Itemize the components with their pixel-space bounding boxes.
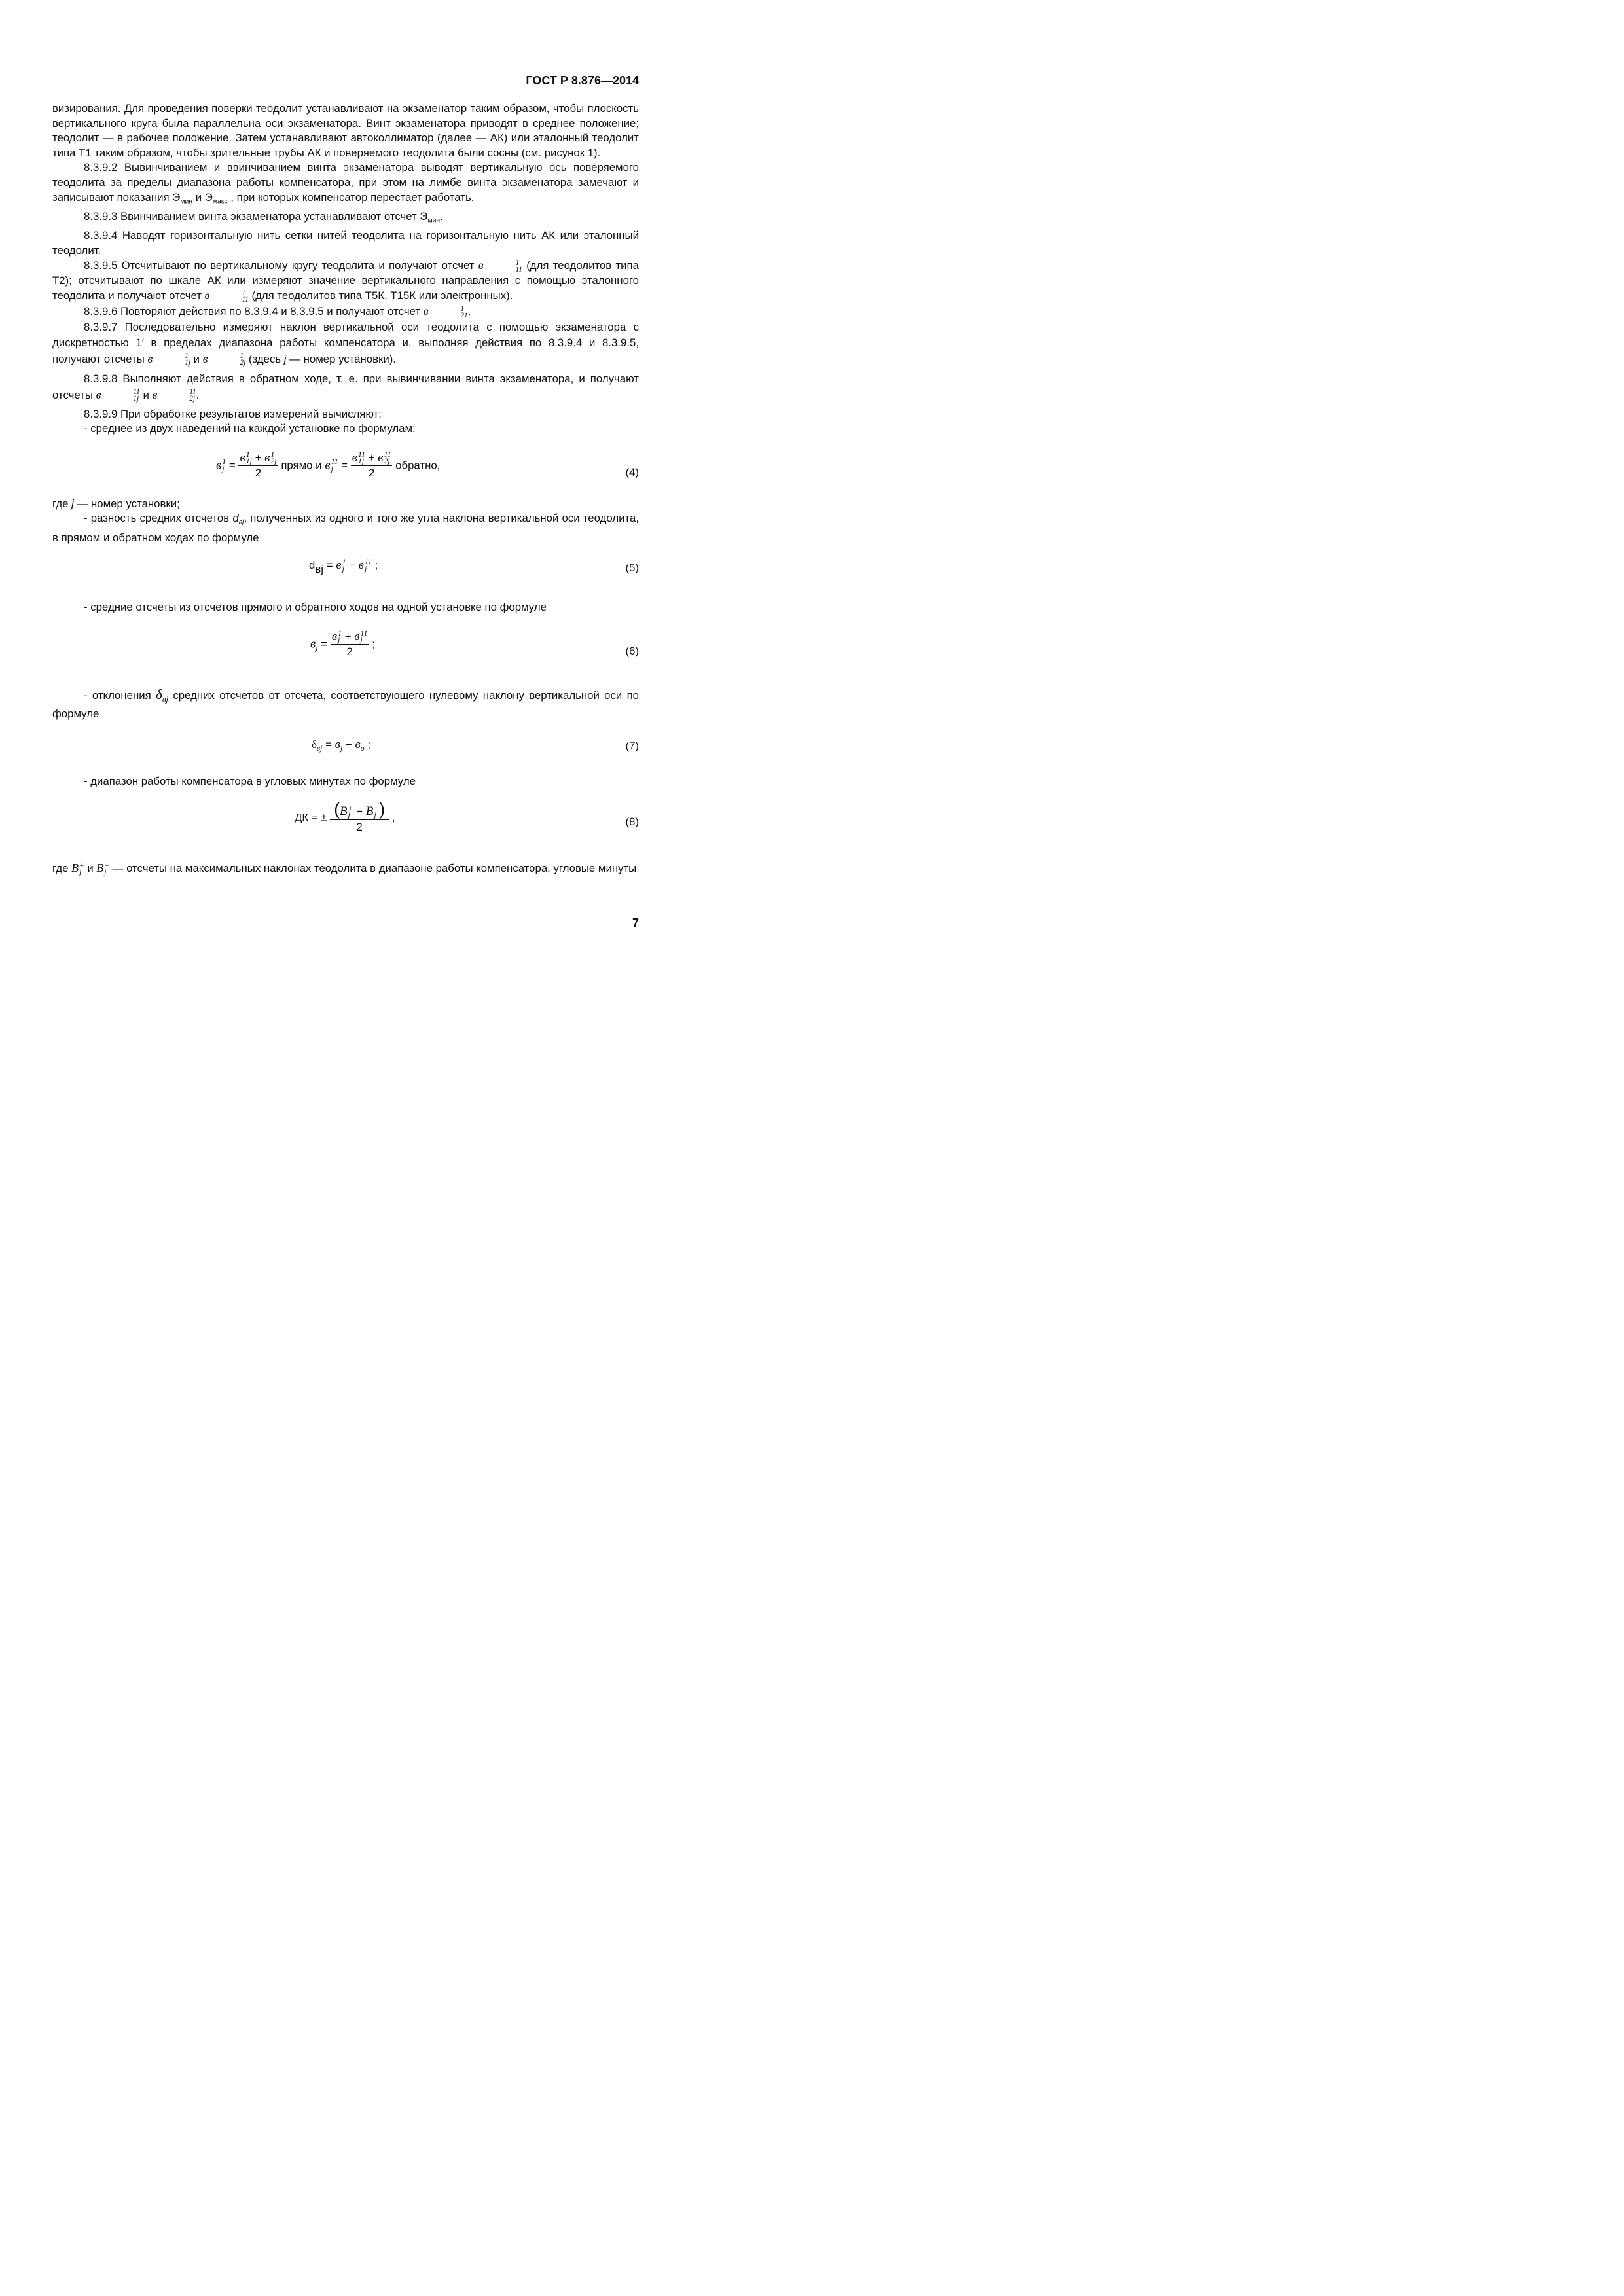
script-stack — [331, 459, 338, 473]
symbol-v2j-11 — [152, 388, 196, 401]
subscript: j — [374, 810, 376, 819]
symbol: в — [152, 387, 158, 401]
superscript: 11 — [331, 457, 338, 467]
text-segment: , при которых компенсатор перестает работать. — [227, 190, 475, 204]
item-average-readings: - средние отсчеты из отсчетов прямого и обратного ходов на одной установке по формуле — [84, 601, 547, 614]
text-segment: — отсчеты на максимальных наклонах теодолита в диапазоне работы компенсатора, угловые минуты — [112, 862, 637, 875]
symbol: B — [365, 804, 374, 819]
paragraph-8-3-9-2 — [52, 160, 639, 209]
text-segment: . — [196, 388, 200, 401]
item-deviations — [52, 687, 639, 722]
superscript: − — [374, 804, 380, 813]
equation-6 — [310, 630, 375, 660]
subscript: j — [340, 744, 343, 753]
subscript: 11 — [242, 296, 249, 304]
symbol: B — [339, 804, 348, 819]
equals-sign: = — [228, 459, 236, 472]
subscript: 21 — [460, 311, 468, 319]
lhs-d: d — [309, 559, 316, 572]
word-reverse: обратно, — [395, 459, 441, 472]
text-segment: и Э — [192, 190, 213, 204]
italic-j: j — [283, 352, 287, 365]
symbol-delta-vj — [156, 687, 168, 702]
paragraph-8-3-9-7 — [52, 319, 639, 367]
subscript: j — [365, 564, 367, 573]
subscript-min: мин — [427, 217, 441, 224]
equation-5-row — [52, 545, 639, 600]
denominator: 2 — [346, 645, 353, 658]
subscript: 2j — [240, 359, 246, 367]
equation-number-7: (7) — [625, 739, 639, 752]
equation-4-row — [52, 437, 639, 501]
superscript: + — [348, 804, 353, 813]
script-stack — [348, 805, 353, 819]
subscript: 11 — [515, 266, 522, 274]
script-stack — [211, 290, 249, 303]
text-segment: средних отсчетов от отсчета, соответствующего нулевому наклону вертикальной оси по формуле — [52, 689, 639, 720]
text-segment: . — [467, 305, 471, 317]
paragraph-8-3-9-6 — [52, 304, 639, 319]
script-stack — [153, 353, 190, 366]
subscript: 2j — [189, 395, 195, 403]
semicolon: ; — [374, 559, 378, 572]
superscript: 1 — [342, 558, 346, 567]
script-stack — [365, 559, 372, 573]
comma: , — [391, 811, 395, 824]
symbol-b-plus — [71, 861, 84, 874]
superscript: 11 — [360, 628, 368, 637]
subscript: 1j — [185, 359, 190, 367]
numerator — [351, 451, 393, 467]
symbol: B — [96, 861, 104, 875]
symbol: в — [354, 629, 360, 643]
fraction-direct — [238, 451, 278, 481]
text-segment: . — [440, 209, 443, 223]
equation-6-row — [52, 615, 639, 687]
text-segment: (для теодолитов типа Т5К, Т15К или электронных). — [251, 289, 513, 302]
subscript: j — [104, 869, 107, 876]
paragraph-intro: визирования. Для проведения поверки теодолит устанавливают на экзаменатор таким образом, чтобы плоскость вертикального круга была параллельна оси экзаменатора. Винт экзаменатора приводят в среднее положение; теодолит — в рабочее положение. Затем устанавливают автоколлиматор (далее — АК) или эталонный теодолит типа Т1 таким образом, чтобы зрительные трубы АК и поверяемого теодолита были сосны (см. рисунок 1). — [52, 102, 639, 159]
subscript: 1j — [358, 457, 365, 466]
denominator: 2 — [255, 467, 262, 480]
text-segment: - разность средних отсчетов — [84, 512, 230, 525]
script-stack — [484, 260, 522, 273]
paragraph-8-3-9-5 — [52, 258, 639, 304]
equation-number-6: (6) — [625, 644, 639, 657]
text-segment: 8.3.9.6 Повторяют действия по 8.3.9.4 и 8.3.9.5 и получают отсчет — [84, 305, 421, 317]
script-stack — [429, 306, 468, 319]
minus-sign: − — [345, 738, 352, 751]
script-stack — [222, 459, 226, 473]
equation-8 — [295, 799, 395, 834]
close-paren: ) — [379, 799, 386, 819]
plus-sign: + — [368, 451, 375, 464]
symbol: в — [96, 387, 101, 401]
script-stack — [270, 452, 276, 465]
text-segment: — номер установки). — [289, 352, 396, 365]
subscript: 2j — [384, 457, 390, 466]
subscript: 2j — [270, 457, 277, 466]
superscript: 1 — [185, 352, 189, 361]
subscript-max: макс — [212, 198, 228, 206]
symbol: δ — [156, 686, 162, 702]
equation-7-row — [52, 722, 639, 774]
text-segment: и — [193, 352, 200, 365]
item-average: - среднее из двух наведений на каждой установке по формулам: — [84, 422, 416, 435]
superscript: 1 — [245, 450, 250, 459]
symbol: в — [423, 304, 429, 317]
symbol: в — [352, 450, 358, 465]
numerator — [330, 799, 389, 820]
superscript: 11 — [384, 450, 391, 459]
subscript: вj — [316, 744, 323, 753]
symbol-v11 — [478, 259, 522, 272]
script-stack — [361, 630, 368, 644]
fraction-reverse — [351, 451, 393, 481]
paragraph-8-3-9-9: 8.3.9.9 При обработке результатов измерений вычисляют: — [84, 407, 382, 420]
script-stack — [338, 630, 342, 644]
plus-sign: + — [344, 630, 352, 643]
text-segment: 8.3.9.8 Выполняют действия в обратном ходе, т. е. при вывинчивании винта экзаменатора, и получают отсчеты — [52, 372, 639, 401]
symbol: в — [334, 737, 340, 751]
script-stack — [342, 559, 346, 573]
equation-number-4: (4) — [625, 465, 639, 478]
subscript: j — [331, 464, 333, 473]
subscript: 1j — [133, 395, 139, 403]
where-b-readings — [52, 861, 639, 876]
symbol-v11 — [205, 289, 249, 302]
superscript: − — [104, 861, 109, 870]
paragraph-8-3-9-4: 8.3.9.4 Наводят горизонтальную нить сетки нитей теодолита на горизонтальную нить АК или эталонный теодолит. — [52, 229, 639, 257]
script-stack — [246, 452, 252, 465]
standard-header: ГОСТ Р 8.876—2014 — [526, 74, 639, 87]
semicolon: ; — [372, 637, 375, 651]
lhs-subscript: вj — [315, 563, 323, 576]
superscript: 11 — [189, 388, 196, 397]
superscript: 1 — [242, 289, 246, 298]
symbol-v21 — [424, 304, 468, 317]
equals-sign: = — [326, 559, 333, 572]
text-segment: 8.3.9.5 Отсчитывают по вертикальному кругу теодолита и получают отсчет — [84, 259, 475, 272]
subscript: j — [360, 636, 363, 645]
symbol: в — [216, 458, 222, 473]
equation-8-row — [52, 789, 639, 861]
denominator: 2 — [368, 467, 375, 480]
equation-5 — [309, 558, 378, 577]
symbol: в — [147, 351, 153, 365]
text-segment: , полученных из одного и того же угла наклона вертикальной оси теодолита, в прямом и обратном ходах по формуле — [52, 512, 640, 544]
text-segment: 8.3.9.7 Последовательно измеряют наклон вертикальной оси теодолита с помощью экзаменатора с дискретностью 1′ в пределах диапазона работы компенсатора и, выполняя действия по 8.3.9.4 и 8.3.9.5, получают отсчеты — [52, 320, 639, 365]
subscript: j — [338, 636, 340, 645]
script-stack — [101, 389, 139, 402]
equation-number-8: (8) — [625, 816, 639, 829]
text-segment: и — [87, 862, 94, 875]
superscript: + — [79, 861, 84, 870]
equation-7 — [312, 738, 370, 757]
item-compensator-range: - диапазон работы компенсатора в угловых минутах по формуле — [84, 774, 416, 787]
symbol: в — [204, 289, 210, 302]
subscript-min: мин — [180, 198, 193, 206]
symbol: в — [336, 558, 342, 573]
symbol: в — [331, 629, 338, 643]
symbol-b-minus — [96, 861, 109, 874]
symbol: в — [478, 259, 484, 272]
minus-sign: − — [356, 805, 363, 818]
symbol-d-vj — [232, 512, 244, 527]
symbol: в — [358, 558, 365, 573]
script-stack — [158, 389, 196, 402]
symbol-v2j — [203, 352, 246, 365]
text-segment: где — [52, 497, 69, 510]
semicolon: ; — [367, 738, 371, 751]
symbol: в — [378, 450, 384, 465]
script-stack — [209, 353, 246, 366]
superscript: 1 — [460, 304, 465, 313]
symbol: в — [355, 737, 361, 751]
subscript: вj — [162, 694, 169, 704]
superscript: 11 — [358, 450, 365, 459]
equals-sign: = — [321, 637, 328, 651]
text-segment: где — [52, 862, 69, 875]
symbol: в — [202, 351, 208, 365]
symbol: d — [232, 512, 239, 525]
lhs-dk: ДК = ± — [295, 811, 327, 824]
symbol: B — [71, 861, 79, 875]
text-segment: (здесь — [248, 352, 281, 365]
paragraph-8-3-9-8 — [52, 371, 639, 403]
italic-j: j — [71, 497, 74, 510]
text-segment: - отклонения — [84, 689, 151, 702]
symbol-v1j-11 — [96, 388, 140, 401]
page-number: 7 — [632, 916, 640, 929]
symbol-v1j — [147, 352, 190, 365]
plus-sign: + — [255, 451, 262, 464]
text-segment: — номер установки; — [77, 497, 180, 510]
paragraph-8-3-9-3 — [52, 209, 639, 228]
symbol: в — [264, 450, 270, 465]
subscript: вj — [238, 519, 244, 527]
fraction-range — [330, 799, 389, 834]
equation-4 — [216, 451, 440, 481]
equals-sign: = — [341, 459, 348, 472]
superscript: 1 — [240, 352, 244, 361]
numerator — [331, 630, 369, 645]
text-segment: (для теодолитов типа Т2); отсчитывают по шкале АК или измеряют значение вертикального направления с помощью эталонного теодолита и получают отсчет — [52, 259, 639, 302]
numerator — [238, 451, 278, 467]
superscript: 1 — [222, 457, 226, 467]
subscript: 1j — [245, 457, 252, 466]
subscript: j — [79, 869, 82, 876]
equation-number-5: (5) — [625, 562, 639, 575]
subscript: j — [222, 464, 225, 473]
word-direct: прямо и — [281, 459, 322, 472]
item-difference — [52, 511, 639, 545]
minus-sign: − — [349, 559, 356, 572]
script-stack — [358, 452, 365, 465]
fraction-average — [331, 630, 369, 660]
superscript: 1 — [338, 628, 342, 637]
subscript: j — [342, 564, 344, 573]
equals-sign: = — [325, 738, 332, 751]
script-stack — [104, 863, 109, 876]
symbol: в — [325, 458, 331, 473]
subscript: o — [360, 744, 365, 753]
open-paren: ( — [334, 799, 340, 819]
superscript: 11 — [133, 388, 140, 397]
text-segment: 8.3.9.2 Вывинчиванием и ввинчиванием винта экзаменатора выводят вертикальную ось поверяемого теодолита за пределы диапазона работы компенсатора, при этом на лимбе винта экзаменатора замечают и записывают показания Э — [52, 161, 639, 204]
superscript: 1 — [270, 450, 275, 459]
superscript: 1 — [515, 259, 520, 268]
page-body — [52, 101, 639, 876]
subscript: j — [316, 643, 318, 653]
text-segment: 8.3.9.3 Ввинчиванием винта экзаменатора устанавливают отсчет Э — [84, 209, 428, 223]
script-stack — [79, 863, 84, 876]
script-stack — [384, 452, 391, 465]
denominator: 2 — [356, 820, 363, 833]
subscript: j — [348, 810, 350, 819]
symbol: в — [240, 450, 245, 465]
superscript: 11 — [365, 558, 372, 567]
text-segment: и — [143, 388, 149, 401]
delta-symbol: δ — [312, 738, 317, 751]
symbol: в — [310, 637, 316, 651]
